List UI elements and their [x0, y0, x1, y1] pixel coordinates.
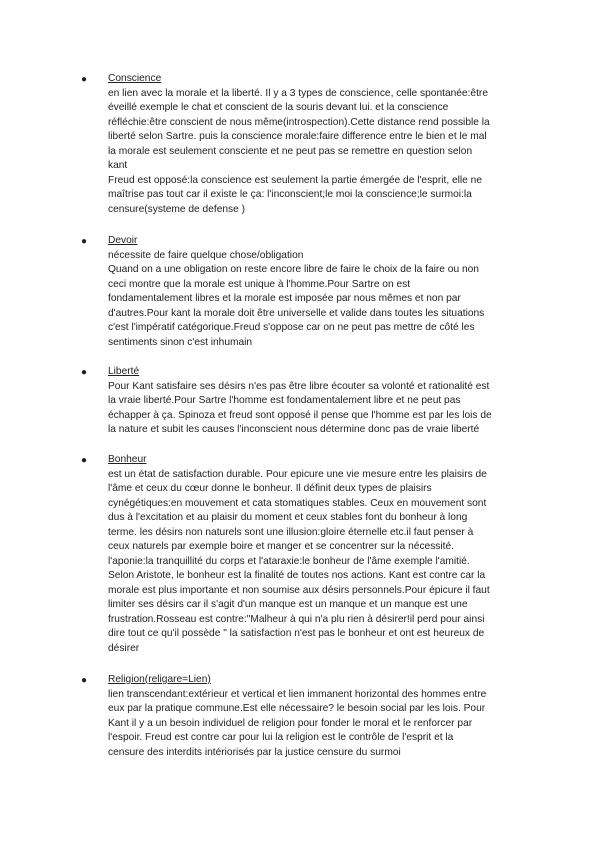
- text-line: l'espoir. Freud est contre car pour lui la religion est le contrôle de l'esprit et la: [108, 732, 454, 743]
- text-line: la vraie liberté.Pour Sartre l'homme est fondamentalement libre et ne peut pas: [108, 395, 461, 406]
- text-line: d'autres.Pour kant la morale doit être universelle et valide dans toutes les situations: [108, 307, 485, 319]
- text-line: limiter ses désirs car il s'agit d'un manque est un manque et un manque est une: [108, 599, 468, 610]
- bullet-icon: ●: [81, 675, 88, 686]
- text-line: maîtrise pas tout car il existe le ça: l'inconscient;le moi la conscience;le surmoi:la: [108, 189, 472, 200]
- text-line: réfléchie:être conscient de nous même(introspection).Cette distance rend possible la: [108, 116, 490, 128]
- section-bonheur: [81, 453, 528, 656]
- text-line: l'âme et ceux du cœur donne le bonheur. Il définit deux types de plaisirs: [108, 483, 432, 494]
- text-line: en lien avec la morale et la liberté. Il y a 3 types de conscience, celle spontanée:être: [108, 87, 488, 99]
- bullet-icon: ●: [81, 367, 88, 378]
- section-title: Devoir: [108, 235, 138, 246]
- text-line: morale est plus importante et non soumise aux désirs personnels.Pour épicure il faut: [108, 584, 490, 596]
- text-line: fondamentalement libres et la morale est imposée par nous mêmes et non par: [108, 293, 461, 304]
- text-line: Kant il y a un besoin individuel de religion pour fonder le moral et le renforcer par: [108, 717, 473, 729]
- text-line: Pour Kant satisfaire ses désirs n'es pas être libre écouter sa volonté et rationalité est: [108, 380, 490, 392]
- text-line: kant: [108, 160, 128, 171]
- text-line: est un état de satisfaction durable. Pour epicure une vie mesure entre les plaisirs de: [108, 468, 487, 480]
- text-line: frustration.Rosseau est contre:"Malheur à qui n'a plu rien à désirer!il perd pour ainsi: [108, 613, 485, 625]
- section-religion: [81, 673, 528, 760]
- bullet-icon: ●: [81, 236, 88, 247]
- section-title: Liberté: [108, 366, 140, 377]
- section-conscience: [81, 72, 528, 217]
- text-line: liberté selon Sartre. puis la conscience morale:faire difference entre le bien et le mal: [108, 131, 487, 142]
- text-line: censure des interdits intériorisés par la justice censure du surmoi: [108, 746, 401, 758]
- text-line: sentiments sinon c'est inhumain: [108, 336, 253, 348]
- text-line: terme. les désirs non naturels sont une illusion:gloire éternelle etc.il faut penser à: [108, 526, 474, 538]
- text-line: la morale est seulement consciente et ne peut pas se remettre en question selon: [108, 145, 473, 157]
- text-line: ceci montre que la morale est unique à l'homme.Pour Sartre on est: [108, 278, 411, 290]
- bullet-icon: ●: [81, 74, 88, 85]
- text-line: désirer: [108, 642, 140, 654]
- text-line: ceux naturels par exemple boire et manger et se concentrer sur la nécessité.: [108, 541, 454, 552]
- text-line: échapper à ça. Spinoza et freud sont opposé il pense que l'homme est par les lois de: [108, 409, 492, 421]
- text-line: éveillé exemple le chat et conscient de la souris devant lui. et la conscience: [108, 102, 449, 113]
- section-title: Religion(religare=Lien): [108, 674, 211, 685]
- section-title: Bonheur: [108, 454, 147, 465]
- text-line: l'aponie:la tranquillité du corps et l'ataraxie:le bonheur de l'âme exemple l'amitié.: [108, 555, 470, 567]
- section-liberte: [81, 365, 528, 438]
- section-title: Conscience: [108, 73, 162, 84]
- text-line: cynégétiques:en mouvement et cata stomatiques stables. Ceux en mouvement sont: [108, 497, 487, 509]
- text-line: Selon Aristote, le bonheur est la finalité de toutes nos actions. Kant est contre car la: [108, 570, 486, 581]
- text-line: c'est l'impératif catégorique.Freud s'oppose car on ne peut pas mettre de côté les: [108, 322, 475, 333]
- text-line: eux par la pratique commune.Est elle nécessaire? le besoin social par les lois. Pour: [108, 703, 486, 714]
- text-line: dus à l'excitation et au plaisir du moment et ceux stables font du bonheur à long: [108, 512, 468, 523]
- text-line: nécessite de faire quelque chose/obligation: [108, 249, 304, 261]
- bullet-icon: ●: [81, 455, 88, 466]
- text-line: la nature et subit les causes l'inconscient nous détermine donc pas de vraie liberté: [108, 424, 480, 435]
- text-line: censure(systeme de defense ): [108, 203, 246, 215]
- text-line: dire tout ce qu'il possède " la satisfaction n'est pas le bonheur et ont est heureux de: [108, 628, 485, 639]
- text-line: lien transcendant:extérieur et vertical et lien immanent horizontal des hommes entre: [108, 688, 487, 700]
- text-line: Freud est opposé:la conscience est seulement la partie émergée de l'esprit, elle ne: [108, 174, 483, 186]
- text-line: Quand on a une obligation on reste encore libre de faire le choix de la faire ou non: [108, 264, 479, 275]
- section-devoir: [81, 234, 528, 350]
